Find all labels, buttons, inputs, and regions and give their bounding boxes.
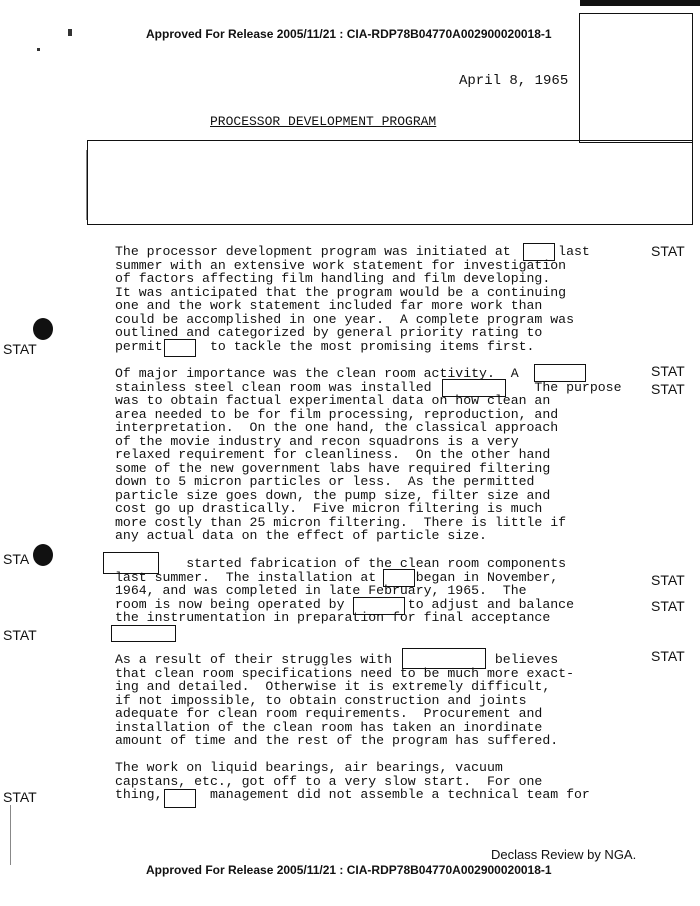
stat-mark: STAT <box>651 243 685 259</box>
stat-mark: STA <box>3 551 30 567</box>
text-line: capstans, etc., got off to a very slow start. For one <box>115 773 543 789</box>
text-line: 1964, and was completed in late February, 1965. The <box>115 583 527 598</box>
document-title: PROCESSOR DEVELOPMENT PROGRAM <box>210 114 437 129</box>
stat-mark: STAT <box>3 341 37 357</box>
punch-hole <box>33 318 53 340</box>
redaction-box <box>353 597 405 615</box>
text-line: As a result of their struggles with believes <box>115 652 559 667</box>
text-line: last summer. The installation at began in November, <box>115 569 559 585</box>
redaction-box <box>111 625 176 642</box>
redaction-box <box>383 569 415 587</box>
redaction-box <box>523 243 555 261</box>
paragraph-2 <box>115 366 622 543</box>
text-line: particle size goes down, the pump size, filter size and <box>115 487 551 503</box>
text-line: the instrumentation in preparation for final acceptance <box>115 610 551 625</box>
paragraph-4 <box>115 653 595 748</box>
text-line: of the movie industry and recon squadrons is a very <box>115 433 519 449</box>
text-line: area needed to be for film processing, reproduction, and <box>115 406 559 422</box>
release-footer: Approved For Release 2005/11/21 : CIA-RDP78B04770A002900020018-1 <box>146 863 552 877</box>
stat-mark: STAT <box>651 598 685 614</box>
stat-mark: STAT <box>651 381 685 397</box>
scan-speck <box>37 48 40 51</box>
text-line: thing, management did not assemble a technical team for <box>115 787 590 802</box>
text-line: The processor development program was initiated at last <box>115 244 590 259</box>
text-line: of factors affecting film handling and film developing. <box>115 271 551 286</box>
text-line: was to obtain factual experimental data on how clean an <box>115 393 551 408</box>
text-line: some of the new government labs have required filtering <box>115 460 551 476</box>
redaction-box <box>442 379 506 397</box>
text-line: could be accomplished in one year. A complete program was <box>115 311 574 327</box>
stat-mark: STAT <box>3 789 37 805</box>
paragraph-1 <box>115 245 595 353</box>
text-line: It was anticipated that the program would be a continuing <box>115 284 567 300</box>
text-line: if not impossible, to obtain construction and joints <box>115 692 527 708</box>
text-line: ing and detailed. Otherwise it is extremely difficult, <box>115 679 551 694</box>
text-line: summer with an extensive work statement for investigation <box>115 257 567 273</box>
text-line: amount of time and the rest of the program has suffered. <box>115 733 559 748</box>
stat-mark: STAT <box>651 363 685 379</box>
text-line: more costly than 25 micron filtering. There is little if <box>115 514 567 530</box>
text-line: Of major importance was the clean room activity. A <box>115 366 519 381</box>
text-line: started fabrication of the clean room components <box>115 556 567 571</box>
text-line: stainless steel clean room was installed The purpose <box>115 379 622 395</box>
text-line: that clean room specifications need to be much more exact- <box>115 665 574 681</box>
scan-speck <box>68 29 72 36</box>
stat-mark: STAT <box>651 572 685 588</box>
text-line: The work on liquid bearings, air bearings, vacuum <box>115 760 503 775</box>
text-line: room is now being operated by to adjust and balance <box>115 596 574 612</box>
text-line: outlined and categorized by general priority rating to <box>115 325 543 340</box>
text-line: adequate for clean room requirements. Procurement and <box>115 706 543 721</box>
redaction-box <box>402 648 486 669</box>
scan-edge-bar <box>580 0 700 6</box>
redaction-box <box>164 339 196 357</box>
document-date: April 8, 1965 <box>459 73 569 89</box>
text-line: one and the work statement included far more work than <box>115 298 543 313</box>
redaction-box <box>103 552 159 574</box>
redaction-box-top-right <box>579 13 693 143</box>
text-line: relaxed requirement for cleanliness. On the other hand <box>115 447 551 462</box>
stat-mark: STAT <box>3 627 37 643</box>
stat-mark: STAT <box>651 648 685 664</box>
text-line: down to 5 micron particles or less. As the permitted <box>115 474 535 489</box>
text-line: interpretation. On the one hand, the classical approach <box>115 420 559 435</box>
text-line: cost go up drastically. Five micron filtering is much <box>115 501 543 516</box>
text-line: any actual data on the effect of particle size. <box>115 528 487 543</box>
declass-note: Declass Review by NGA. <box>491 847 637 862</box>
text-line: installation of the clean room has taken an inordinate <box>115 719 543 735</box>
punch-hole <box>33 544 53 566</box>
scan-edge-line <box>10 805 11 865</box>
release-header: Approved For Release 2005/11/21 : CIA-RDP78B04770A002900020018-1 <box>146 27 552 41</box>
redaction-box <box>164 789 196 808</box>
redaction-box-banner <box>87 140 693 225</box>
redaction-box <box>534 364 586 382</box>
text-line: permit to tackle the most promising items first. <box>115 338 535 354</box>
